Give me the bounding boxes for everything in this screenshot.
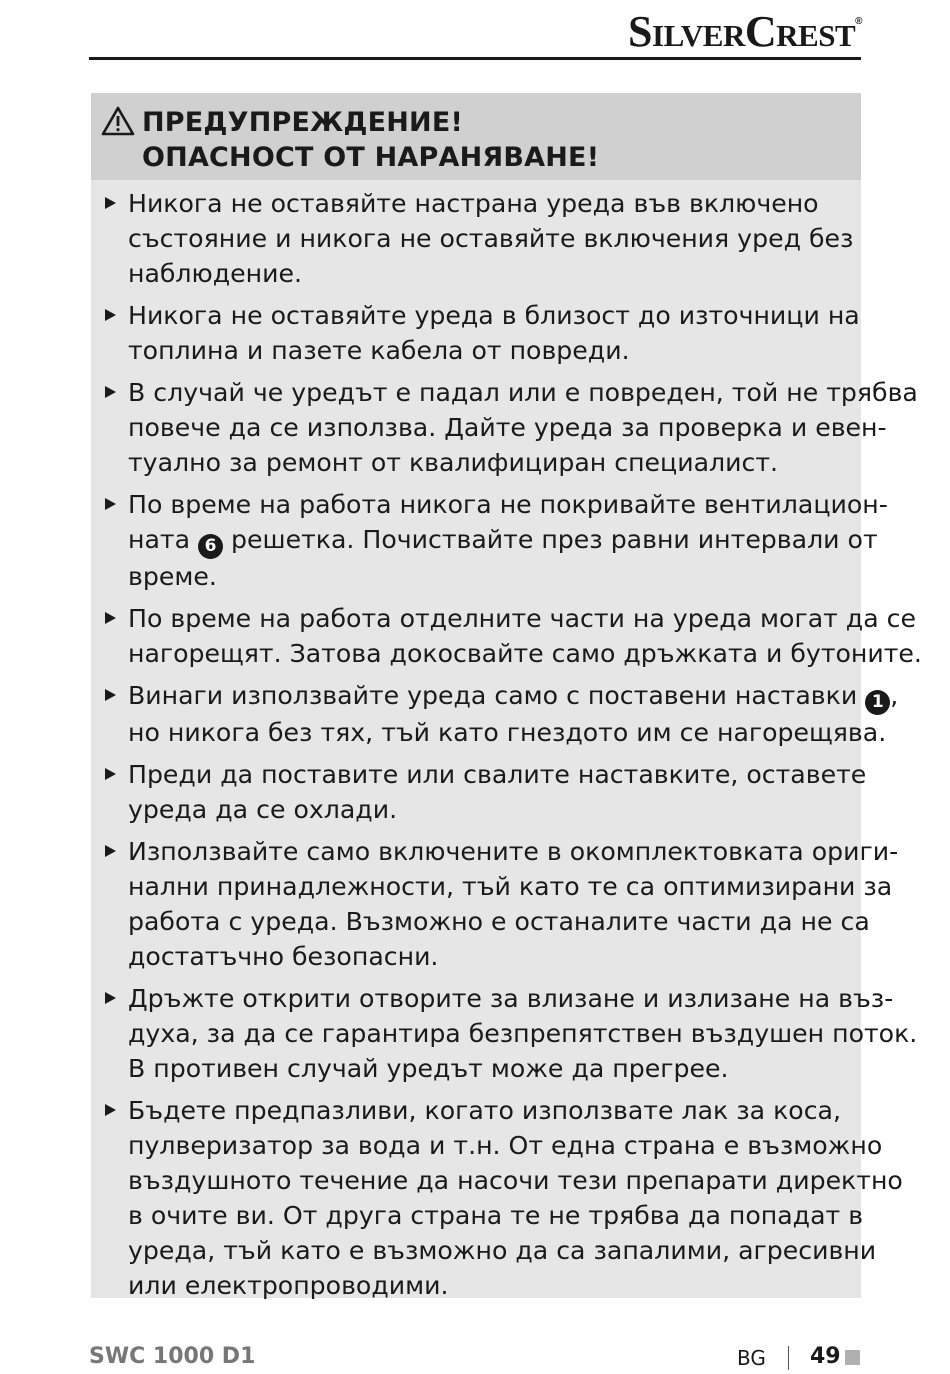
part-number-badge: 6: [198, 534, 223, 559]
part-number-badge: 1: [865, 690, 890, 715]
item-text-line: уреда, тъй като е възможно да са запалими, агресивни: [128, 1236, 877, 1265]
page-number: 49: [810, 1344, 841, 1369]
list-item: [91, 601, 922, 671]
bullet-arrow-icon: [105, 197, 116, 209]
item-text-line: По време на работа никога не покривайте вентилацион-: [128, 490, 888, 519]
item-text-line: [128, 678, 899, 715]
bullet-arrow-icon: [105, 309, 116, 321]
list-item: [91, 981, 918, 1086]
item-text-line: Използвайте само включените в окомплектовката ориги-: [128, 837, 899, 866]
item-text-line: но никога без тях, тъй като гнездото им се нагорещява.: [128, 718, 887, 747]
item-text-line: наблюдение.: [128, 259, 302, 288]
bullet-arrow-icon: [105, 768, 116, 780]
item-text-line: въздушното течение да насочи тези препарати директно: [128, 1166, 903, 1195]
item-text-line: в очите ви. От друга страна те не трябва да попадат в: [128, 1201, 864, 1230]
header-rule: [89, 57, 861, 60]
warning-title: ПРЕДУПРЕЖДЕНИЕ!: [142, 107, 464, 138]
item-text-line: Преди да поставите или свалите наставките, оставете: [128, 760, 867, 789]
item-text-line: По време на работа отделните части на уреда могат да се: [128, 604, 917, 633]
footer-divider: [788, 1346, 789, 1370]
item-text-line: нагорещят. Затова докосвайте само дръжката и бутоните.: [128, 639, 922, 668]
page-marker-square-icon: [845, 1350, 860, 1365]
item-text-segment: решетка. Почиствайте през равни интервали от: [223, 525, 878, 554]
list-item: [91, 678, 899, 750]
item-text-line: [128, 522, 878, 559]
footer-model-number: SWC 1000 D1: [89, 1344, 256, 1369]
item-text-line: туално за ремонт от квалифициран специалист.: [128, 448, 778, 477]
item-text-line: В случай че уредът е падал или е повреден, той не трябва: [128, 378, 918, 407]
bullet-arrow-icon: [105, 689, 116, 701]
item-text-line: пулверизатор за вода и т.н. От една страна е възможно: [128, 1131, 883, 1160]
item-text-line: В противен случай уредът може да прегрее.: [128, 1054, 729, 1083]
item-text-line: духа, за да се гарантира безпрепятствен въздушен поток.: [128, 1019, 918, 1048]
warning-subtitle: ОПАСНОСТ ОТ НАРАНЯВАНЕ!: [142, 142, 600, 173]
list-item: [91, 375, 918, 480]
item-text-line: Бъдете предпазливи, когато използвате лак за коса,: [128, 1096, 841, 1125]
bullet-arrow-icon: [105, 1104, 116, 1116]
list-item: [91, 834, 899, 974]
warning-list: [91, 186, 922, 1310]
list-item: [91, 1093, 903, 1303]
item-text-line: или електропроводими.: [128, 1271, 449, 1300]
item-text-line: работа с уреда. Възможно е останалите части да не са: [128, 907, 870, 936]
list-item: [91, 186, 861, 291]
bullet-arrow-icon: [105, 498, 116, 510]
item-text-line: време.: [128, 562, 217, 591]
list-item: [91, 298, 861, 368]
warning-header: [91, 93, 861, 180]
item-text-line: топлина и пазете кабела от повреди.: [128, 336, 630, 365]
bullet-arrow-icon: [105, 845, 116, 857]
bullet-arrow-icon: [105, 612, 116, 624]
warning-box: [91, 93, 922, 1300]
list-item: [91, 757, 867, 827]
item-text-line: достатъчно безопасни.: [128, 942, 439, 971]
item-text-segment: ,: [890, 681, 899, 710]
warning-triangle-icon: [101, 106, 135, 136]
bullet-arrow-icon: [105, 992, 116, 1004]
item-text-line: състояние и никога не оставяйте включения уред без: [128, 224, 854, 253]
list-item: [91, 487, 888, 594]
brand-logo: SILVERCREST®: [628, 7, 862, 56]
item-text-line: нални принадлежности, тъй като те са оптимизирани за: [128, 872, 893, 901]
item-text-line: уреда да се охлади.: [128, 795, 398, 824]
footer-language: BG: [737, 1346, 766, 1370]
bullet-arrow-icon: [105, 386, 116, 398]
item-text-line: Никога не оставяйте уреда в близост до източници на: [128, 301, 860, 330]
item-text-segment: Винаги използвайте уреда само с поставени наставки: [128, 681, 866, 710]
item-text-segment: ната: [128, 525, 199, 554]
item-text-line: Дръжте открити отворите за влизане и излизане на въз-: [128, 984, 894, 1013]
item-text-line: повече да се използва. Дайте уреда за проверка и евен-: [128, 413, 887, 442]
item-text-line: Никога не оставяйте настрана уреда във включено: [128, 189, 819, 218]
